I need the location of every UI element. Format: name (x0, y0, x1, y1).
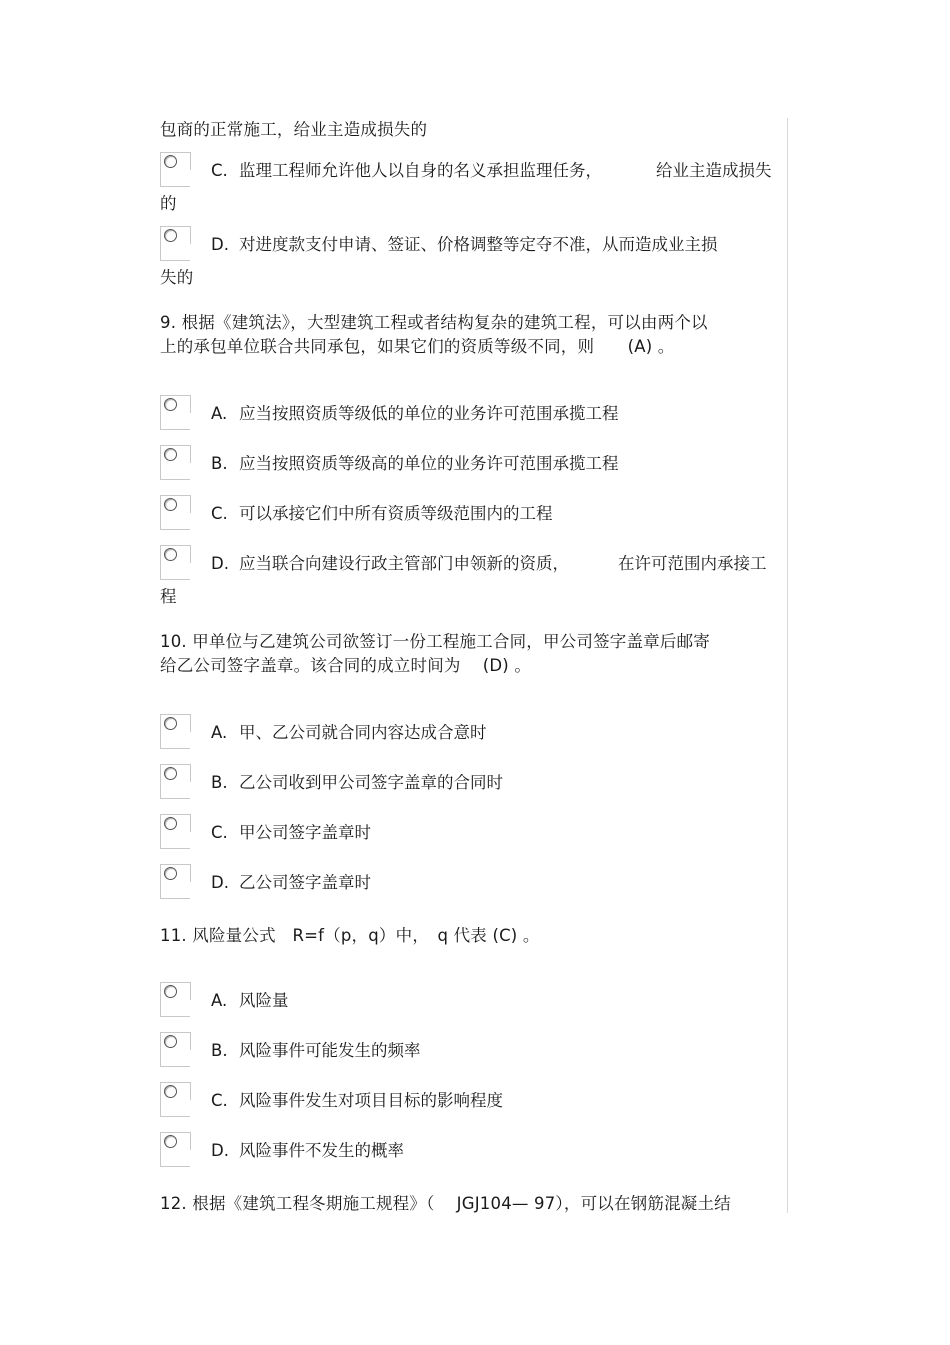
radio-icon[interactable] (164, 229, 177, 242)
radio-box[interactable] (160, 814, 190, 848)
option-letter: D. (211, 554, 229, 573)
option-text: 对进度款支付申请、签证、价格调整等定夺不准，从而造成业主损 (239, 235, 718, 254)
radio-box[interactable] (160, 445, 190, 479)
radio-icon[interactable] (164, 1135, 177, 1148)
q9-stem-line1: 9. 根据《建筑法》，大型建筑工程或者结构复杂的建筑工程，可以由两个以 (160, 313, 708, 332)
option-letter: A. (211, 723, 228, 742)
option-text: 风险事件发生对项目目标的影响程度 (239, 1091, 503, 1110)
option-letter: D. (211, 235, 229, 254)
option-text: 可以承接它们中所有资质等级范围内的工程 (239, 504, 553, 523)
q10-stem-line1: 10. 甲单位与乙建筑公司欲签订一份工程施工合同，甲公司签字盖章后邮寄 (160, 632, 710, 651)
q10-option-a[interactable] (160, 714, 785, 754)
option-letter: B. (211, 773, 228, 792)
q10-option-c[interactable] (160, 814, 785, 854)
option-text: 甲、乙公司就合同内容达成合意时 (239, 723, 487, 742)
option-text: 乙公司收到甲公司签字盖章的合同时 (239, 773, 503, 792)
q10-option-d[interactable] (160, 864, 785, 904)
option-letter: C. (211, 823, 228, 842)
radio-icon[interactable] (164, 767, 177, 780)
radio-icon[interactable] (164, 548, 177, 561)
q11-option-a[interactable] (160, 982, 785, 1022)
option-letter: A. (211, 404, 228, 423)
radio-icon[interactable] (164, 1085, 177, 1098)
right-margin-rule (787, 118, 788, 1213)
radio-box[interactable] (160, 152, 190, 186)
q11-stem-line1: 11. 风险量公式 R=f（p，q）中， q 代表 (C) 。 (160, 926, 540, 945)
radio-box[interactable] (160, 764, 190, 798)
radio-icon[interactable] (164, 448, 177, 461)
option-text: 风险量 (239, 991, 289, 1010)
option-letter: D. (211, 873, 229, 892)
radio-icon[interactable] (164, 155, 177, 168)
option-text-continued: 在许可范围内承接工 (618, 554, 767, 573)
option-letter: B. (211, 1041, 228, 1060)
radio-icon[interactable] (164, 398, 177, 411)
radio-box[interactable] (160, 714, 190, 748)
q9-option-d-wrap: 程 (160, 587, 177, 606)
option-text: 应当按照资质等级低的单位的业务许可范围承揽工程 (239, 404, 619, 423)
radio-box[interactable] (160, 864, 190, 898)
radio-box[interactable] (160, 1032, 190, 1066)
option-letter: C. (211, 504, 228, 523)
radio-box[interactable] (160, 982, 190, 1016)
q9-stem-line2: 上的承包单位联合共同承包，如果它们的资质等级不同，则 (A) 。 (160, 337, 675, 356)
q9-option-a[interactable] (160, 395, 785, 435)
radio-icon[interactable] (164, 817, 177, 830)
radio-box[interactable] (160, 1082, 190, 1116)
option-letter: C. (211, 161, 228, 180)
option-text: 风险事件不发生的概率 (239, 1141, 404, 1160)
option-text: 乙公司签字盖章时 (239, 873, 371, 892)
option-letter: B. (211, 454, 228, 473)
q10-stem-line2: 给乙公司签字盖章。该合同的成立时间为 (D) 。 (160, 656, 532, 675)
q9-option-c[interactable] (160, 495, 785, 535)
option-text: 监理工程师允许他人以自身的名义承担监理任务， (239, 161, 602, 180)
radio-icon[interactable] (164, 867, 177, 880)
intro-line: 包商的正常施工，给业主造成损失的 (160, 120, 428, 139)
q11-option-b[interactable] (160, 1032, 785, 1072)
q8-option-d[interactable] (160, 226, 785, 266)
q8-option-c-wrap: 的 (160, 194, 177, 213)
option-text: 应当按照资质等级高的单位的业务许可范围承揽工程 (239, 454, 619, 473)
q11-option-d[interactable] (160, 1132, 785, 1172)
radio-icon[interactable] (164, 498, 177, 511)
radio-box[interactable] (160, 226, 190, 260)
q9-option-d[interactable] (160, 545, 785, 585)
radio-box[interactable] (160, 495, 190, 529)
q8-option-d-wrap: 失的 (160, 268, 194, 287)
q12-stem-line1: 12. 根据《建筑工程冬期施工规程》（ JGJ104— 97），可以在钢筋混凝土结 (160, 1194, 731, 1213)
radio-box[interactable] (160, 395, 190, 429)
radio-box[interactable] (160, 1132, 190, 1166)
q11-option-c[interactable] (160, 1082, 785, 1122)
option-letter: D. (211, 1141, 229, 1160)
q8-option-c[interactable] (160, 152, 785, 192)
option-text-continued: 给业主造成损失 (656, 161, 772, 180)
option-text: 风险事件可能发生的频率 (239, 1041, 421, 1060)
option-text: 应当联合向建设行政主管部门申领新的资质， (239, 554, 569, 573)
q10-option-b[interactable] (160, 764, 785, 804)
option-text: 甲公司签字盖章时 (239, 823, 371, 842)
radio-icon[interactable] (164, 1035, 177, 1048)
radio-icon[interactable] (164, 985, 177, 998)
option-letter: A. (211, 991, 228, 1010)
radio-icon[interactable] (164, 717, 177, 730)
q9-option-b[interactable] (160, 445, 785, 485)
option-letter: C. (211, 1091, 228, 1110)
radio-box[interactable] (160, 545, 190, 579)
